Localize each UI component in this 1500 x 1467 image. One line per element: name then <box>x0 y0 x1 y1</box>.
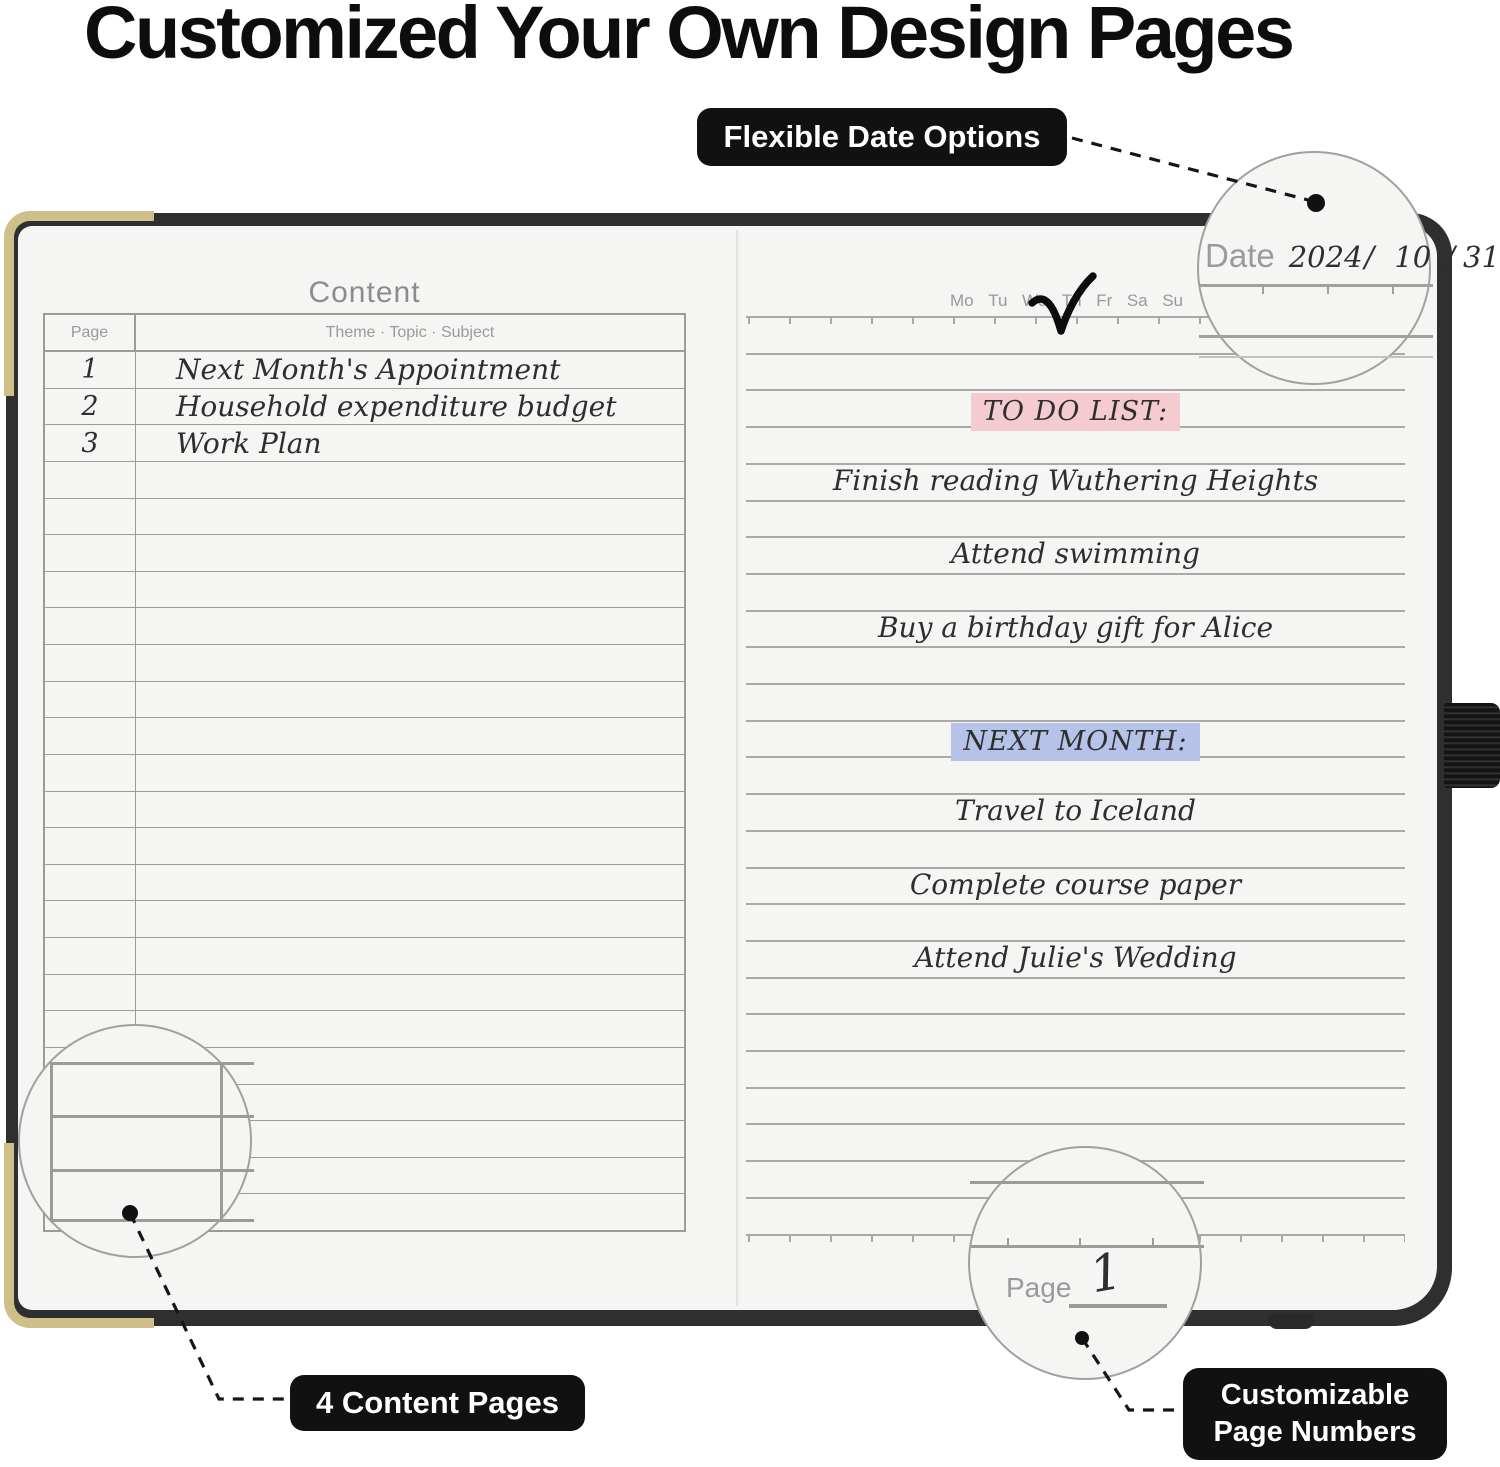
ruled-line <box>1199 335 1433 338</box>
ruled-line <box>746 903 1405 905</box>
table-row: 1 Next Month's Appointment <box>45 352 684 389</box>
table-row <box>45 608 684 645</box>
table-row: 2 Household expenditure budget <box>45 389 684 426</box>
table-row: 3 Work Plan <box>45 425 684 462</box>
table-line <box>50 1219 254 1222</box>
ruled-line <box>746 646 1405 648</box>
date-separator: / <box>1364 240 1375 274</box>
table-row <box>45 718 684 755</box>
weekday-label: Su <box>1162 291 1183 310</box>
page-number-label: Page <box>1006 1272 1072 1303</box>
ruled-line <box>746 1013 1405 1015</box>
ruled-line <box>746 389 1405 391</box>
table-row <box>45 499 684 536</box>
tick-mark <box>1327 287 1329 294</box>
date-month: 10 <box>1394 240 1432 274</box>
table-line <box>50 1062 53 1222</box>
page-number-line <box>1069 1304 1167 1308</box>
tick-mark <box>1152 1238 1154 1245</box>
table-line <box>50 1062 254 1065</box>
todo-item: Buy a birthday gift for Alice <box>877 611 1274 644</box>
ruled-line <box>970 1181 1204 1184</box>
badge-line: Customizable <box>1220 1379 1410 1411</box>
weekday-label: We <box>1022 291 1048 310</box>
table-row <box>45 901 684 938</box>
weekday-label: Sa <box>1126 291 1148 310</box>
ruled-line <box>746 977 1405 979</box>
magnifier-date-circle <box>1197 151 1500 385</box>
ruled-line <box>746 500 1405 502</box>
table-row <box>45 645 684 682</box>
tick-mark <box>1262 287 1264 294</box>
table-line <box>50 1169 254 1172</box>
page-gutter <box>736 230 739 1306</box>
ruled-line <box>1199 356 1433 358</box>
weekday-label: Tu <box>988 291 1008 310</box>
badge-line: Page Numbers <box>1213 1416 1417 1448</box>
weekday-label: Fr <box>1096 291 1113 310</box>
magnifier-page-number-circle <box>968 1146 1202 1380</box>
content-table-header <box>45 315 684 352</box>
weekday-row <box>950 291 1183 311</box>
weekday-label: Mo <box>950 291 974 310</box>
next-month-heading: NEXT MONTH: <box>746 723 1405 761</box>
ruled-lines <box>746 316 1405 1236</box>
date-separator: / <box>1445 240 1455 274</box>
table-row <box>45 572 684 609</box>
table-row <box>45 535 684 572</box>
table-row <box>45 828 684 865</box>
magnifier-content-circle <box>18 1024 252 1258</box>
customizable-page-numbers-badge <box>1183 1368 1447 1460</box>
flexible-date-options-badge: Flexible Date Options <box>697 108 1067 166</box>
date-year: 2024 <box>1288 240 1363 274</box>
pen-loop <box>1444 703 1500 788</box>
page-number-value: 1 <box>1085 1241 1127 1305</box>
todo-list-heading: TO DO LIST: <box>746 393 1405 431</box>
table-row <box>45 462 684 499</box>
table-row <box>45 865 684 902</box>
table-row <box>45 792 684 829</box>
ruled-line <box>746 1050 1405 1052</box>
tick-mark <box>1007 1238 1009 1245</box>
ruled-line <box>1199 284 1433 287</box>
date-label: Date <box>1205 237 1275 274</box>
table-row <box>45 755 684 792</box>
table-row <box>45 938 684 975</box>
weekday-label: Th <box>1061 291 1082 310</box>
todo-item: Attend swimming <box>951 537 1200 570</box>
ruled-line <box>746 1087 1405 1089</box>
table-row <box>45 682 684 719</box>
date-day: 31 <box>1463 240 1500 274</box>
page-title: Customized Your Own Design Pages <box>84 0 1293 74</box>
content-page-title: Content <box>308 276 421 309</box>
ruled-line <box>746 683 1405 685</box>
ruled-line <box>746 1123 1405 1125</box>
content-pages-badge: 4 Content Pages <box>290 1375 585 1431</box>
table-row <box>45 975 684 1012</box>
tick-mark <box>1079 1238 1081 1245</box>
column-header-page: Page <box>45 315 136 350</box>
next-month-item: Travel to Iceland <box>955 794 1196 827</box>
next-month-item: Attend Julie's Wedding <box>914 941 1237 974</box>
date-field <box>1205 237 1500 275</box>
cover-clasp-tab <box>1268 1314 1314 1329</box>
todo-item: Finish reading Wuthering Heights <box>832 464 1319 497</box>
column-header-subject: Theme · Topic · Subject <box>325 323 495 341</box>
ruled-line <box>746 830 1405 832</box>
ruled-line <box>746 573 1405 575</box>
next-month-item: Complete course paper <box>909 868 1242 901</box>
tick-mark <box>1392 287 1394 294</box>
table-line <box>220 1062 223 1222</box>
table-line <box>50 1115 254 1118</box>
ruled-line <box>746 720 1405 722</box>
